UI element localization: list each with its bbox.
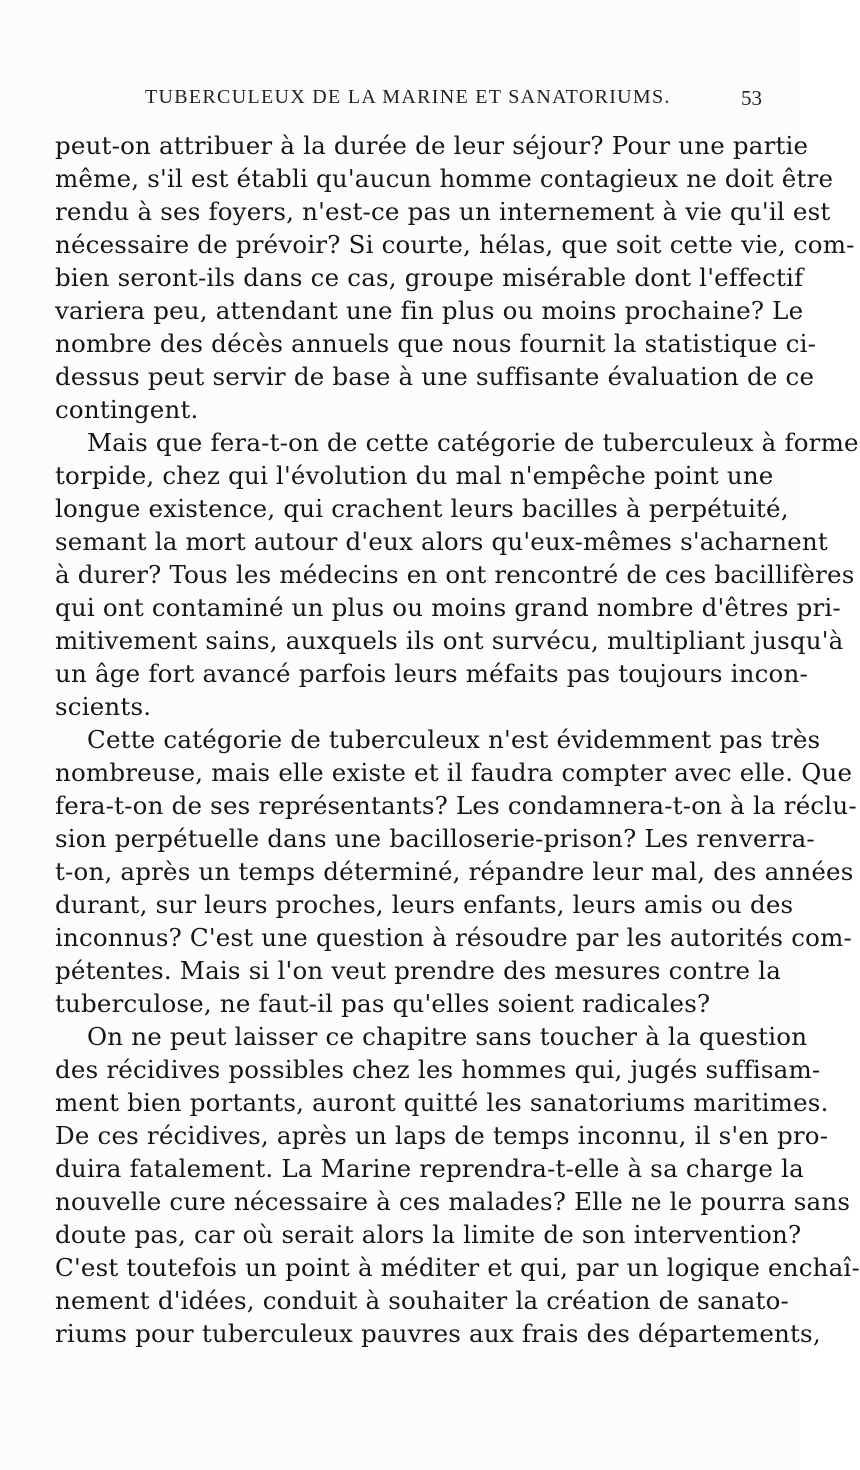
- text-line: inconnus? C'est une question à résoudre par les autorités com-: [55, 923, 852, 952]
- text-line: contingent.: [55, 395, 199, 424]
- text-line: sion perpétuelle dans une bacilloserie-prison? Les renverra-: [55, 824, 815, 853]
- text-line: des récidives possibles chez les hommes qui, jugés suffisam-: [55, 1055, 821, 1084]
- text-line: semant la mort autour d'eux alors qu'eux-mêmes s'acharnent: [55, 527, 828, 556]
- text-line: torpide, chez qui l'évolution du mal n'empêche point une: [55, 461, 774, 490]
- text-line: qui ont contaminé un plus ou moins grand nombre d'êtres pri-: [55, 593, 841, 622]
- text-line: dessus peut servir de base à une suffisante évaluation de ce: [55, 362, 815, 391]
- text-line: nécessaire de prévoir? Si courte, hélas, que soit cette vie, com-: [55, 230, 855, 259]
- text-line: Cette catégorie de tuberculeux n'est évidemment pas très: [87, 725, 821, 754]
- text-line: nement d'idées, conduit à souhaiter la création de sanato-: [55, 1286, 790, 1315]
- paragraph: [55, 723, 857, 1020]
- text-line: rendu à ses foyers, n'est-ce pas un internement à vie qu'il est: [55, 197, 831, 226]
- body-text: [55, 129, 860, 1379]
- text-line: bien seront-ils dans ce cas, groupe misérable dont l'effectif: [55, 263, 804, 292]
- paragraph: [55, 426, 859, 723]
- text-line: tuberculose, ne faut-il pas qu'elles soient radicales?: [55, 989, 711, 1018]
- paragraph: [55, 1020, 860, 1350]
- paragraph: [55, 129, 855, 426]
- text-line: Mais que fera-t-on de cette catégorie de tuberculeux à forme: [87, 428, 859, 457]
- text-line: riums pour tuberculeux pauvres aux frais des départements,: [55, 1319, 821, 1348]
- text-line: On ne peut laisser ce chapitre sans toucher à la question: [87, 1022, 808, 1051]
- text-line: De ces récidives, après un laps de temps inconnu, il s'en pro-: [55, 1121, 829, 1150]
- running-header: [55, 86, 762, 116]
- text-line: longue existence, qui crachent leurs bacilles à perpétuité,: [55, 494, 789, 523]
- text-line: nombreuse, mais elle existe et il faudra compter avec elle. Que: [55, 758, 853, 787]
- text-line: duira fatalement. La Marine reprendra-t-elle à sa charge la: [55, 1154, 804, 1183]
- text-line: même, s'il est établi qu'aucun homme contagieux ne doit être: [55, 164, 834, 193]
- text-line: scients.: [55, 692, 152, 721]
- text-line: ment bien portants, auront quitté les sanatoriums maritimes.: [55, 1088, 829, 1117]
- text-line: doute pas, car où serait alors la limite de son intervention?: [55, 1220, 802, 1249]
- text-line: un âge fort avancé parfois leurs méfaits pas toujours incon-: [55, 659, 808, 688]
- text-line: durant, sur leurs proches, leurs enfants, leurs amis ou des: [55, 890, 794, 919]
- text-line: t-on, après un temps déterminé, répandre leur mal, des années: [55, 857, 854, 886]
- running-title: TUBERCULEUX DE LA MARINE ET SANATORIUMS.: [145, 86, 671, 108]
- text-line: pétentes. Mais si l'on veut prendre des mesures contre la: [55, 956, 782, 985]
- text-line: nombre des décès annuels que nous fournit la statistique ci-: [55, 329, 817, 358]
- text-line: variera peu, attendant une fin plus ou moins prochaine? Le: [55, 296, 804, 325]
- text-line: C'est toutefois un point à méditer et qui, par un logique enchaî-: [55, 1253, 860, 1282]
- text-line: nouvelle cure nécessaire à ces malades? Elle ne le pourra sans: [55, 1187, 851, 1216]
- text-line: fera-t-on de ses représentants? Les condamnera-t-on à la réclu-: [55, 791, 857, 820]
- page-number: 53: [741, 86, 762, 110]
- text-line: peut-on attribuer à la durée de leur séjour? Pour une partie: [55, 131, 809, 160]
- text-line: mitivement sains, auxquels ils ont survécu, multipliant jusqu'à: [55, 626, 844, 655]
- text-line: à durer? Tous les médecins en ont rencontré de ces bacillifères: [55, 560, 855, 589]
